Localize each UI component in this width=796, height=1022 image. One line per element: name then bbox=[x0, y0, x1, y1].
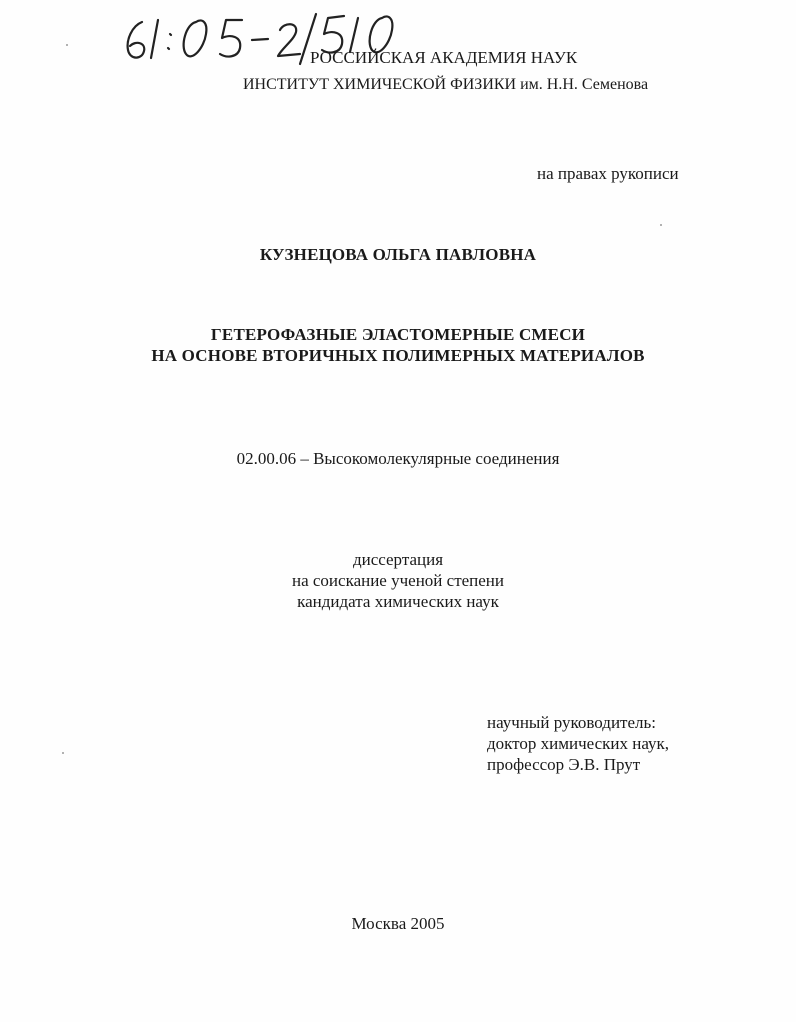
dissertation-line-3: кандидата химических наук bbox=[297, 592, 499, 611]
city-year: Москва 2005 bbox=[351, 914, 445, 933]
dissertation-line-1: диссертация bbox=[352, 550, 444, 569]
title-line-1: ГЕТЕРОФАЗНЫЕ ЭЛАСТОМЕРНЫЕ СМЕСИ bbox=[210, 325, 586, 344]
institute-name: ИНСТИТУТ ХИМИЧЕСКОЙ ФИЗИКИ им. Н.Н. Семенова bbox=[243, 76, 649, 93]
rights-note: на правах рукописи bbox=[537, 164, 679, 183]
title-line-2: НА ОСНОВЕ ВТОРИЧНЫХ ПОЛИМЕРНЫХ МАТЕРИАЛОВ bbox=[151, 346, 645, 365]
specialty-code: 02.00.06 – Высокомолекулярные соединения bbox=[236, 449, 560, 468]
scan-speck bbox=[66, 44, 68, 46]
organization-name: РОССИЙСКАЯ АКАДЕМИЯ НАУК bbox=[310, 48, 578, 67]
scan-speck bbox=[62, 752, 64, 754]
advisor-label: научный руководитель: bbox=[487, 713, 656, 732]
scan-speck bbox=[660, 224, 662, 226]
advisor-degree: доктор химических наук, bbox=[487, 734, 670, 753]
advisor-name: профессор Э.В. Прут bbox=[487, 755, 641, 774]
dissertation-line-2: на соискание ученой степени bbox=[291, 571, 505, 590]
author-name: КУЗНЕЦОВА ОЛЬГА ПАВЛОВНА bbox=[259, 245, 537, 264]
